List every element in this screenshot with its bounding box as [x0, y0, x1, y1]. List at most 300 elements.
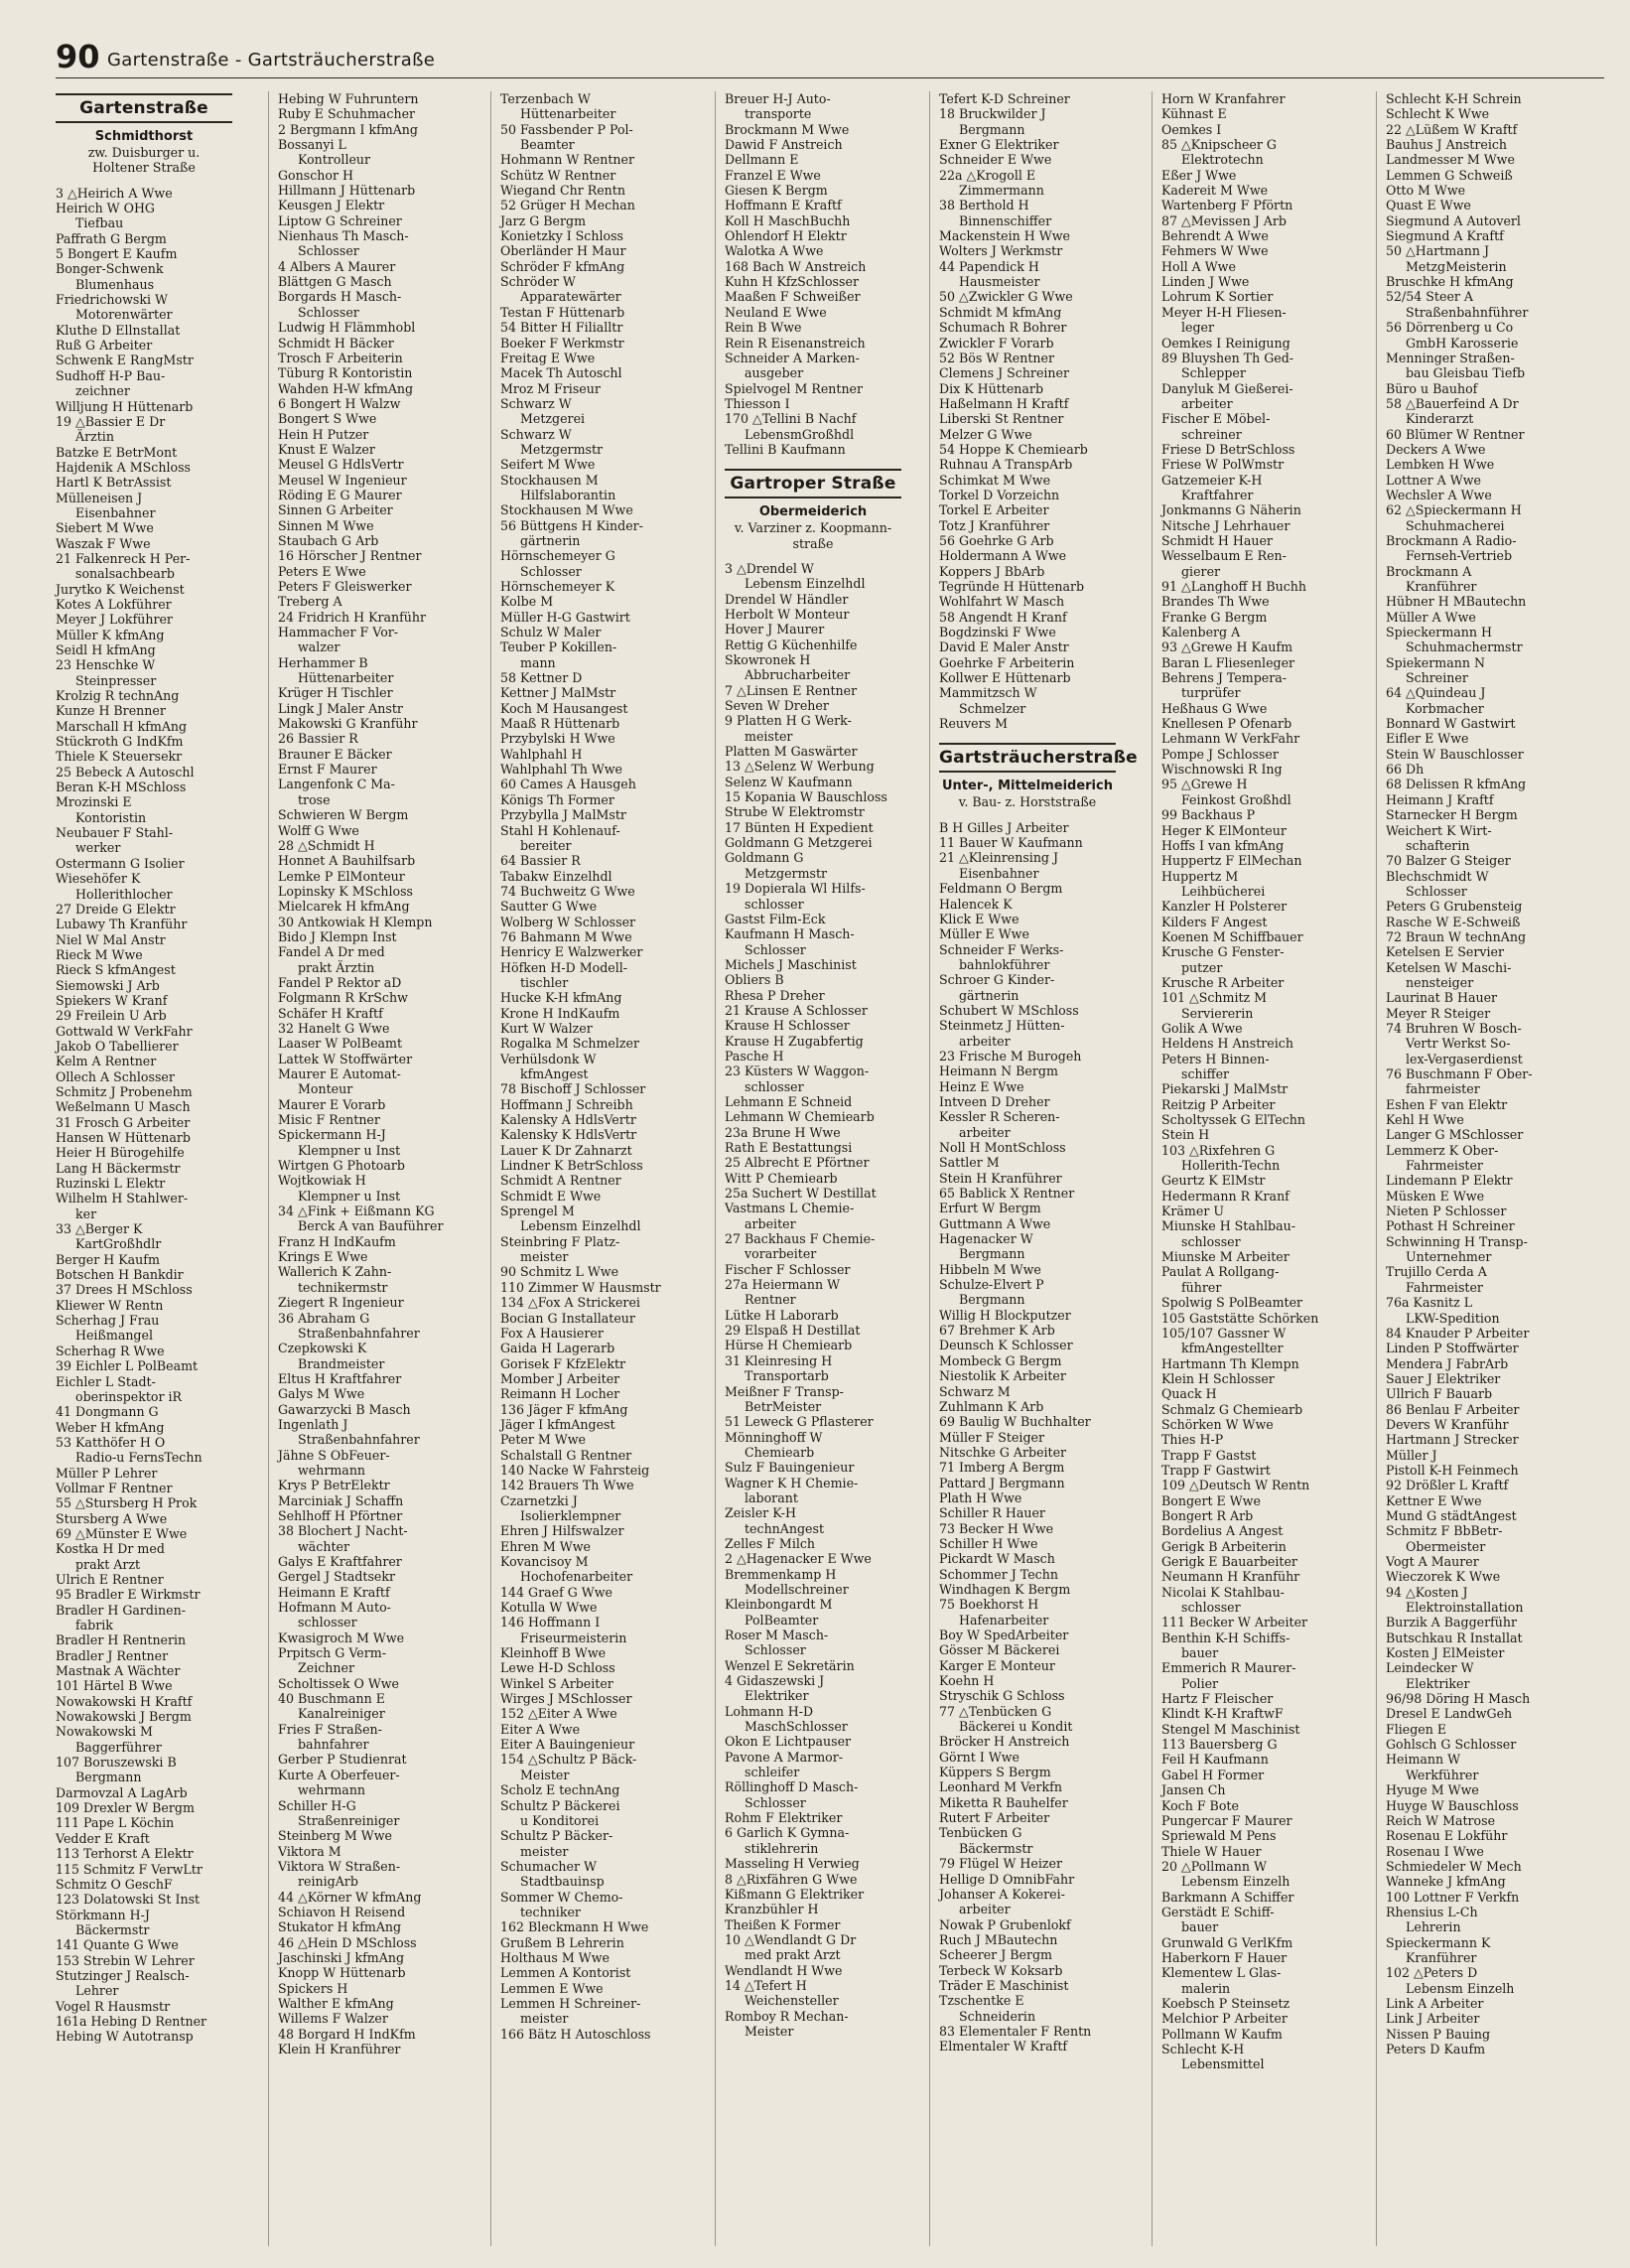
resident-entry: Sautter G Wwe [500, 899, 598, 915]
entry-continuation: Obermeister [1406, 1538, 1486, 1554]
resident-entry: Sinnen M Wwe [278, 517, 374, 533]
running-head [56, 40, 1604, 78]
resident-entry: Schumacher W [500, 1858, 597, 1874]
entry-continuation: Fahrmeister [1406, 1279, 1483, 1295]
resident-entry: Feil H Kaufmann [1161, 1752, 1269, 1768]
resident-entry: Müller K kfmAng [56, 627, 165, 642]
entry-continuation: transporte [745, 106, 812, 122]
resident-entry: Eltus H Kraftfahrer [278, 1370, 402, 1386]
resident-entry: 107 Boruszewski B [56, 1755, 177, 1771]
resident-entry: Siebert M Wwe [56, 520, 154, 536]
resident-entry: Rutert F Arbeiter [939, 1810, 1050, 1826]
resident-entry: Konietzky I Schloss [500, 228, 623, 244]
resident-entry: 62 △Spieckermann H [1386, 502, 1522, 518]
entry-continuation: u Konditorei [520, 1812, 600, 1828]
resident-entry: 21 Falkenreck H Per- [56, 550, 191, 566]
resident-entry: Eichler L Stadt- [56, 1373, 156, 1389]
resident-entry: Nowakowski M [56, 1724, 153, 1740]
resident-entry: Gonschor H [278, 167, 353, 183]
entry-continuation: Elektriker [1406, 1675, 1470, 1691]
resident-entry: Spickermann H-J [278, 1127, 386, 1143]
resident-entry: 141 Quante G Wwe [56, 1937, 179, 1953]
street-range-note: straße [792, 535, 834, 551]
resident-entry: Reitzig P Arbeiter [1161, 1096, 1276, 1112]
entry-continuation: schlosser [298, 1615, 357, 1630]
entry-continuation: schlosser [745, 896, 804, 912]
entry-continuation: Serviererin [1181, 1005, 1254, 1021]
resident-entry: Scheerer J Bergm [939, 1947, 1052, 1963]
directory-columns [56, 91, 1604, 2246]
resident-entry: 99 Backhaus P [1161, 807, 1256, 823]
resident-entry: Linden J Wwe [1161, 274, 1250, 290]
resident-entry: Intveen D Dreher [939, 1093, 1050, 1109]
resident-entry: Kelm A Rentner [56, 1054, 157, 1069]
street-header: Gartenstraße [56, 93, 232, 123]
resident-entry: 50 △Hartmann J [1386, 243, 1490, 259]
resident-entry: 38 Blochert J Nacht- [278, 1523, 408, 1539]
resident-entry: Boy W SpedArbeiter [939, 1628, 1069, 1642]
entry-continuation: meister [520, 1249, 569, 1265]
resident-entry: 77 △Tenbücken G [939, 1703, 1052, 1719]
resident-entry: Kurt W Walzer [500, 1020, 593, 1036]
resident-entry: Neuland E Wwe [725, 304, 827, 320]
resident-entry: Pollmann W Kaufm [1161, 2026, 1283, 2042]
resident-entry: Michels J Maschinist [725, 956, 857, 972]
resident-entry: Halencek K [939, 896, 1013, 912]
resident-entry: Hover J Maurer [725, 622, 825, 638]
resident-entry: Viktora M [278, 1843, 341, 1859]
entry-continuation: kfmAngest [520, 1066, 589, 1081]
entry-continuation: schreiner [1181, 426, 1242, 442]
entry-continuation: Kanalreiniger [298, 1706, 385, 1722]
resident-entry: Mroz M Friseur [500, 380, 601, 396]
resident-entry: 14 △Tefert H [725, 1977, 807, 1993]
resident-entry: 8 △Rixfähren G Wwe [725, 1871, 858, 1887]
resident-entry: Rettig G Küchenhilfe [725, 637, 858, 652]
resident-entry: Nitschke G Arbeiter [939, 1444, 1067, 1460]
resident-entry: 87 △Mevissen J Arb [1161, 213, 1287, 228]
entry-continuation: Lebensm Einzelh [1406, 1980, 1515, 1996]
resident-entry: 26 Bassier R [278, 731, 358, 747]
resident-entry: Fliegen E [1386, 1721, 1447, 1737]
entry-continuation: schiffer [1181, 1066, 1230, 1081]
resident-entry: Honnet A Bauhilfsarb [278, 853, 416, 869]
resident-entry: Tzschentke E [939, 1993, 1024, 2009]
resident-entry: Klindt K-H KraftwF [1161, 1706, 1284, 1722]
entry-continuation: Tiefbau [75, 215, 124, 231]
resident-entry: Sulz F Bauingenieur [725, 1460, 855, 1476]
resident-entry: Peters H Binnen- [1161, 1051, 1270, 1066]
entry-continuation: GmbH Karosserie [1406, 335, 1519, 351]
resident-entry: Mielcarek H kfmAng [278, 899, 410, 915]
column-3 [500, 91, 677, 2246]
resident-entry: 103 △Rixfehren G [1161, 1142, 1276, 1158]
resident-entry: Rogalka M Schmelzer [500, 1036, 640, 1052]
resident-entry: 74 Buchweitz G Wwe [500, 883, 635, 899]
resident-entry: Ruzinski L Elektr [56, 1176, 166, 1192]
resident-entry: 50 Fassbender P Pol- [500, 121, 633, 137]
entry-continuation: laborant [745, 1489, 798, 1505]
entry-continuation: Bergmann [959, 1246, 1025, 1262]
resident-entry: 29 Freilein U Arb [56, 1008, 167, 1024]
resident-entry: 144 Graef G Wwe [500, 1584, 612, 1600]
resident-entry: Keusgen J Elektr [278, 198, 385, 213]
resident-entry: Schörken W Wwe [1161, 1416, 1274, 1432]
resident-entry: 91 △Langhoff H Buchh [1161, 579, 1307, 594]
entry-continuation: Zeichner [298, 1660, 354, 1676]
entry-continuation: reinigArb [298, 1874, 358, 1890]
resident-entry: Lindemann P Elektr [1386, 1173, 1513, 1189]
resident-entry: 50 △Zwickler G Wwe [939, 289, 1073, 305]
resident-entry: 89 Bluyshen Th Ged- [1161, 350, 1294, 365]
resident-entry: Kalenberg A [1161, 625, 1241, 640]
resident-entry: Rosenau E Lokführ [1386, 1828, 1508, 1844]
resident-entry: Weber H kfmAng [56, 1419, 165, 1435]
resident-entry: Lindner K BetrSchloss [500, 1158, 643, 1174]
resident-entry: Thies H-P [1161, 1432, 1224, 1448]
resident-entry: Kettner E Wwe [1386, 1492, 1482, 1508]
resident-entry: 101 Härtel B Wwe [56, 1678, 173, 1694]
resident-entry: 76a Kasnitz L [1386, 1295, 1473, 1311]
resident-entry: Bido J Klempn Inst [278, 928, 397, 944]
entry-continuation: Ärztin [75, 429, 114, 445]
resident-entry: Link J Arbeiter [1386, 2011, 1480, 2027]
resident-entry: 2 Bergmann I kfmAng [278, 121, 418, 137]
resident-entry: 2 △Hagenacker E Wwe [725, 1551, 872, 1567]
entry-continuation: MetzgMeisterin [1406, 258, 1507, 274]
resident-entry: Jakob O Tabellierer [56, 1038, 179, 1054]
entry-continuation: Schlosser [745, 1794, 806, 1810]
resident-entry: Hebing W Autotransp [56, 2029, 194, 2045]
resident-entry: 52/54 Steer A [1386, 289, 1474, 305]
column-divider [268, 91, 269, 2246]
entry-continuation: Lebensm Einzelh [1181, 1874, 1290, 1890]
entry-continuation: Schlosser [1406, 883, 1467, 899]
resident-entry: Schütz W Rentner [500, 167, 616, 183]
entry-continuation: Hausmeister [959, 274, 1040, 290]
resident-entry: Krolzig R technAng [56, 688, 180, 704]
resident-entry: Viktora W Straßen- [278, 1858, 401, 1874]
resident-entry: Wiegand Chr Rentn [500, 183, 625, 199]
resident-entry: Lemmerz K Ober- [1386, 1142, 1499, 1158]
resident-entry: Franzel E Wwe [725, 167, 821, 183]
resident-entry: Nissen P Bauing [1386, 2026, 1491, 2042]
resident-entry: 10 △Wendlandt G Dr [725, 1931, 857, 1947]
resident-entry: Kilders F Angest [1161, 914, 1268, 929]
resident-entry: Eiter A Bauingenieur [500, 1737, 635, 1753]
entry-continuation: Stadtbauinsp [520, 1874, 605, 1890]
resident-entry: Trujillo Cerda A [1386, 1264, 1487, 1280]
resident-entry: Krusche G Fenster- [1161, 944, 1285, 960]
resident-entry: 6 Bongert H Walzw [278, 395, 401, 411]
resident-entry: Scherhag R Wwe [56, 1343, 165, 1358]
entry-continuation: Elektroinstallation [1406, 1600, 1524, 1616]
entry-continuation: Berck A van Bauführer [298, 1218, 444, 1234]
resident-entry: Fehmers W Wwe [1161, 243, 1269, 259]
resident-entry: 23 Henschke W [56, 657, 156, 673]
resident-entry: Bogdzinski F Wwe [939, 625, 1056, 640]
resident-entry: Erfurt W Bergm [939, 1201, 1041, 1216]
resident-entry: Koebsch P Steinsetz [1161, 1995, 1290, 2011]
resident-entry: Hoffmann E Kraftf [725, 198, 842, 213]
resident-entry: 100 Lottner F Verkfn [1386, 1889, 1520, 1905]
resident-entry: Hürse H Chemiearb [725, 1338, 853, 1353]
resident-entry: Wahden H-W kfmAng [278, 380, 414, 396]
resident-entry: 76 Bahmann M Wwe [500, 928, 632, 944]
resident-entry: Heinz E Wwe [939, 1078, 1024, 1094]
resident-entry: Ingenlath J [278, 1416, 348, 1432]
resident-entry: Schommer J Techn [939, 1566, 1058, 1582]
resident-entry: Wolberg W Schlosser [500, 914, 636, 929]
column-5 [939, 91, 1138, 2246]
resident-entry: 16 Hörscher J Rentner [278, 548, 422, 564]
resident-entry: Spolwig S PolBeamter [1161, 1295, 1303, 1311]
resident-entry: Bonnard W Gastwirt [1386, 716, 1516, 732]
resident-entry: Krone H IndKaufm [500, 1005, 620, 1021]
resident-entry: Laurinat B Hauer [1386, 990, 1498, 1006]
column-divider [490, 91, 491, 2246]
resident-entry: Sauer J Elektriker [1386, 1370, 1501, 1386]
resident-entry: Oberländer H Maur [500, 243, 626, 259]
entry-continuation: technikermstr [298, 1279, 388, 1295]
resident-entry: Lubawy Th Kranführ [56, 917, 188, 932]
resident-entry: Kehl H Wwe [1386, 1112, 1464, 1128]
resident-entry: Klementew L Glas- [1161, 1965, 1282, 1981]
entry-continuation: Kranführer [1406, 579, 1477, 594]
entry-continuation: mann [520, 654, 556, 670]
resident-entry: Krause H Zugabfertig [725, 1033, 864, 1049]
resident-entry: Benthin K-H Schiffs- [1161, 1630, 1290, 1645]
resident-entry: Leindecker W [1386, 1660, 1474, 1676]
resident-entry: 93 △Grewe H Kaufm [1161, 639, 1293, 655]
entry-continuation: PolBeamter [745, 1612, 819, 1628]
entry-continuation: Zimmermann [959, 183, 1044, 199]
resident-entry: Herhammer B [278, 654, 368, 670]
resident-entry: Hoffmann J Schreibh [500, 1096, 633, 1112]
entry-continuation: Metzgermstr [520, 441, 604, 457]
entry-continuation: turprüfer [1181, 685, 1241, 701]
resident-entry: Siemowski J Arb [56, 977, 160, 993]
resident-entry: Emmerich R Maurer- [1161, 1660, 1296, 1676]
entry-continuation: arbeiter [959, 1124, 1011, 1140]
resident-entry: Müller P Lehrer [56, 1465, 158, 1481]
entry-continuation: Weichensteller [745, 1993, 839, 2009]
resident-entry: Ullrich F Bauarb [1386, 1386, 1493, 1402]
resident-entry: Königs Th Former [500, 791, 614, 807]
resident-entry: 52 Bös W Rentner [939, 350, 1054, 365]
resident-entry: Reich W Matrose [1386, 1812, 1496, 1828]
resident-entry: Maurer E Automat- [278, 1066, 401, 1081]
resident-entry: 18 Bruckwilder J [939, 106, 1046, 122]
resident-entry: Ruß G Arbeiter [56, 338, 153, 354]
resident-entry: 109 △Deutsch W Rentn [1161, 1478, 1310, 1493]
entry-continuation: Bäckermstr [959, 1840, 1033, 1856]
resident-entry: 23a Brune H Wwe [725, 1124, 841, 1140]
resident-entry: Kettner J MalMstr [500, 685, 616, 701]
resident-entry: Steinbring F Platz- [500, 1233, 620, 1249]
resident-entry: 22a △Krogoll E [939, 167, 1036, 183]
entry-continuation: Bergmann [959, 1292, 1025, 1308]
entry-continuation: gärtnerin [959, 987, 1019, 1003]
resident-entry: Marciniak J Schaffn [278, 1492, 404, 1508]
resident-entry: 19 △Bassier E Dr [56, 413, 166, 429]
resident-entry: Reimann H Locher [500, 1386, 620, 1402]
resident-entry: 105/107 Gassner W [1161, 1325, 1287, 1341]
resident-entry: Blechschmidt W [1386, 868, 1489, 884]
resident-entry: Grunwald G VerlKfm [1161, 1934, 1293, 1950]
entry-continuation: technAngest [745, 1520, 825, 1536]
entry-continuation: schlosser [1181, 1600, 1241, 1616]
resident-entry: Thiele K Steuersekr [56, 749, 183, 765]
resident-entry: Lattek W Stoffwärter [278, 1051, 413, 1066]
resident-entry: Pickardt W Masch [939, 1551, 1055, 1567]
resident-entry: Vollmar F Rentner [56, 1480, 173, 1495]
resident-entry: Kadereit M Wwe [1161, 183, 1269, 199]
entry-continuation: Bergmann [959, 121, 1025, 137]
resident-entry: Schulz W Maler [500, 625, 602, 640]
resident-entry: Windhagen K Bergm [939, 1581, 1071, 1597]
resident-entry: Friese W PolWmstr [1161, 457, 1285, 473]
entry-continuation: Brandmeister [298, 1355, 385, 1371]
resident-entry: B H Gilles J Arbeiter [939, 819, 1069, 835]
entry-continuation: Rentner [745, 1292, 796, 1308]
entry-continuation: Metzgerei [520, 411, 586, 427]
resident-entry: Hebing W Fuhruntern [278, 91, 419, 106]
entry-continuation: meister [745, 728, 793, 744]
entry-continuation: Hüttenarbeiter [520, 106, 616, 122]
resident-entry: Mombeck G Bergm [939, 1352, 1062, 1368]
entry-continuation: LebensmGroßhdl [745, 426, 855, 442]
resident-entry: Stockhausen M Wwe [500, 502, 633, 518]
resident-entry: Burzik A Baggerführ [1386, 1615, 1518, 1630]
resident-entry: 48 Borgard H IndKfm [278, 2026, 416, 2042]
street-header: Gartsträucherstraße [939, 743, 1116, 773]
resident-entry: 58 Angendt H Kranf [939, 609, 1067, 625]
resident-entry: Miunske M Arbeiter [1161, 1249, 1290, 1265]
entry-continuation: Motorenwärter [75, 307, 173, 323]
entry-continuation: Baggerführer [75, 1739, 162, 1755]
resident-entry: Danyluk M Gießerei- [1161, 380, 1293, 396]
resident-entry: Knellesen P Ofenarb [1161, 716, 1292, 732]
resident-entry: Mendera J FabrArb [1386, 1355, 1509, 1371]
resident-entry: 3 △Drendel W [725, 560, 814, 576]
entry-continuation: Meister [520, 1767, 570, 1782]
resident-entry: Seifert M Wwe [500, 457, 596, 473]
resident-entry: Herbolt W Monteur [725, 606, 850, 622]
resident-entry: Heger K ElMonteur [1161, 822, 1287, 838]
resident-entry: 105 Gaststätte Schörken [1161, 1310, 1319, 1326]
spacer [725, 551, 901, 561]
resident-entry: Wechsler A Wwe [1386, 487, 1492, 502]
resident-entry: Miketta R Bauhelfer [939, 1794, 1068, 1810]
resident-entry: Clemens J Schreiner [939, 365, 1070, 381]
resident-entry: Bradler J Rentner [56, 1647, 169, 1663]
column-7 [1386, 91, 1562, 2246]
resident-entry: Sehlhoff H Pförtner [278, 1507, 403, 1523]
resident-entry: Bremmenkamp H [725, 1566, 837, 1582]
spacer [939, 810, 1116, 820]
entry-continuation: Hollerith-Techn [1181, 1158, 1281, 1174]
resident-entry: Lehmann E Schneid [725, 1093, 853, 1109]
entry-continuation: fahrmeister [1406, 1081, 1480, 1097]
resident-entry: Plath H Wwe [939, 1489, 1022, 1505]
resident-entry: Masseling H Verwieg [725, 1856, 860, 1872]
resident-entry: Goldmann G Metzgerei [725, 835, 873, 851]
resident-entry: Nowakowski J Bergm [56, 1709, 192, 1725]
resident-entry: Boeker F Werkmstr [500, 335, 624, 351]
resident-entry: Otto M Wwe [1386, 183, 1466, 199]
resident-entry: Mrozinski E [56, 794, 132, 810]
resident-entry: Meyer J Lokführer [56, 612, 173, 628]
resident-entry: Hörnschemeyer G [500, 548, 615, 564]
resident-entry: Peters G Grubensteig [1386, 899, 1523, 915]
resident-entry: 134 △Fox A Strickerei [500, 1295, 640, 1311]
resident-entry: Lang H Bäckermstr [56, 1160, 181, 1176]
resident-entry: 41 Dongmann G [56, 1404, 159, 1420]
resident-entry: Langenfonk C Ma- [278, 777, 395, 792]
resident-entry: Steinmetz J Hütten- [939, 1018, 1065, 1034]
resident-entry: Bossanyi L [278, 137, 346, 153]
resident-entry: Sinnen G Arbeiter [278, 502, 393, 518]
resident-entry: Torkel D Vorzeichn [939, 487, 1060, 502]
resident-entry: Giesen K Bergm [725, 183, 828, 199]
resident-entry: Müller E Wwe [939, 926, 1029, 942]
entry-continuation: Lebensm Einzelhdl [520, 1218, 641, 1234]
resident-entry: Galys M Wwe [278, 1386, 365, 1402]
resident-entry: Butschkau R Installat [1386, 1630, 1523, 1645]
resident-entry: Nieten P Schlosser [1386, 1204, 1507, 1219]
resident-entry: Dellmann E [725, 152, 799, 168]
resident-entry: Görnt I Wwe [939, 1749, 1019, 1765]
resident-entry: Gabel H Former [1161, 1767, 1265, 1782]
resident-entry: Koenen M Schiffbauer [1161, 928, 1303, 944]
entry-continuation: Heißmangel [75, 1328, 153, 1344]
resident-entry: 32 Hanelt G Wwe [278, 1020, 390, 1036]
resident-entry: Hartz F Fleischer [1161, 1691, 1274, 1707]
resident-entry: Siegmund A Kraftf [1386, 228, 1504, 244]
resident-entry: Wolff G Wwe [278, 822, 359, 838]
street-range-note: zw. Duisburger u. [87, 145, 201, 160]
entry-continuation: Hollerithlocher [75, 886, 173, 902]
resident-entry: 9 Platten H G Werk- [725, 713, 852, 729]
resident-entry: 23 Frische M Burogeh [939, 1048, 1082, 1063]
entry-continuation: KartGroßhdlr [75, 1236, 162, 1252]
resident-entry: Meusel G HdlsVertr [278, 457, 404, 473]
resident-entry: Stutzinger J Realsch- [56, 1967, 190, 1983]
resident-entry: Müsken E Wwe [1386, 1188, 1485, 1204]
resident-entry: Henricy E Walzwerker [500, 944, 643, 960]
resident-entry: Testan F Hüttenarb [500, 304, 625, 320]
resident-entry: Trapp F Gastwirt [1161, 1462, 1271, 1478]
entry-continuation: Lebensm Einzelhdl [745, 576, 866, 592]
entry-continuation: Vertr Werkst So- [1406, 1036, 1511, 1052]
resident-entry: 13 △Selenz W Werbung [725, 759, 875, 775]
entry-continuation: Eisenbahner [75, 504, 156, 520]
entry-continuation: Schlosser [745, 1642, 806, 1658]
resident-entry: Ruch J MBautechn [939, 1931, 1058, 1947]
resident-entry: Rhensius L-Ch [1386, 1904, 1478, 1919]
resident-entry: Spickers H [278, 1980, 348, 1996]
column-1 [56, 91, 232, 2246]
resident-entry: Jonkmanns G Näherin [1161, 502, 1301, 518]
resident-entry: 46 △Hein D MSchloss [278, 1934, 417, 1950]
resident-entry: Wendlandt H Wwe [725, 1962, 843, 1978]
resident-entry: 79 Flügel W Heizer [939, 1856, 1062, 1872]
resident-entry: 31 Kleinresing H [725, 1352, 833, 1368]
entry-continuation: Abbrucharbeiter [745, 667, 851, 683]
resident-entry: Müller J [1386, 1447, 1437, 1463]
resident-entry: Bongert S Wwe [278, 411, 377, 427]
